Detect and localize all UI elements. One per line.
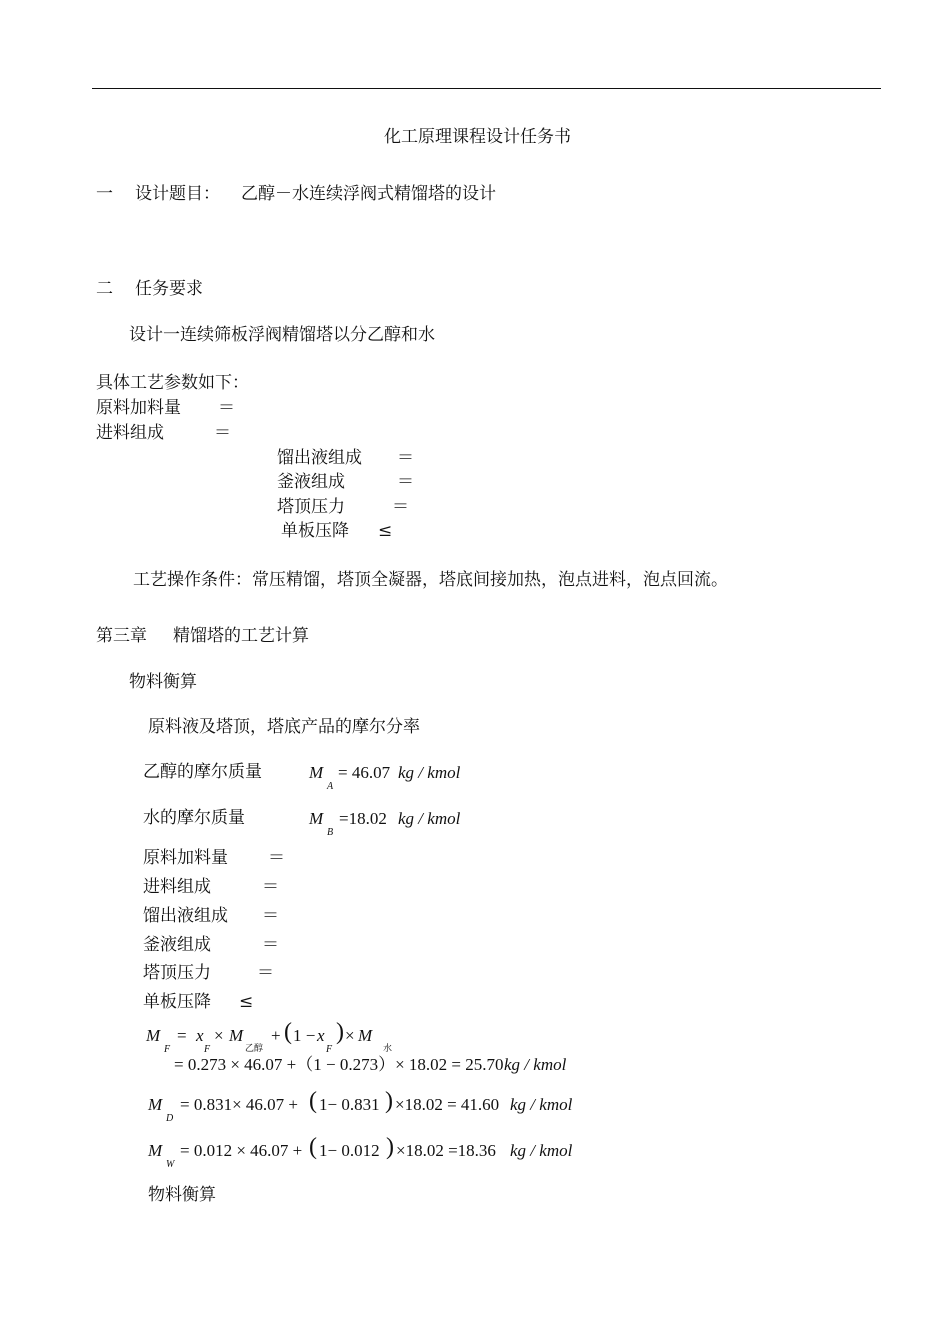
- mf-xf-subscript: F: [204, 1044, 211, 1055]
- mw-part-a: = 0.012 × 46.07 +: [180, 1141, 303, 1160]
- mf-m-water: M: [358, 1026, 373, 1045]
- md-part-a: = 0.831× 46.07 +: [180, 1095, 299, 1114]
- param-distillate-label: 馏出液组成: [277, 448, 362, 468]
- md-part-c: ×18.02 = 41.60: [395, 1095, 500, 1114]
- list-plate-drop-label: 单板压降: [143, 992, 211, 1012]
- md-symbol: M: [148, 1095, 163, 1114]
- list-top-pressure-label: 塔顶压力: [143, 963, 211, 983]
- param-plate-drop-leq: ≤: [378, 521, 393, 541]
- mf-xf-2: x: [317, 1026, 325, 1045]
- mb-unit: kg / kmol: [398, 809, 461, 828]
- param-plate-drop-label: 单板压降: [281, 521, 349, 541]
- section-1-number: 一: [96, 184, 113, 204]
- ma-value: = 46.07: [338, 763, 391, 782]
- mw-subscript: W: [166, 1159, 175, 1170]
- params-heading: 具体工艺参数如下：: [96, 373, 249, 393]
- mb-symbol: M: [309, 809, 324, 828]
- list-bottoms-eq: ＝: [262, 935, 279, 955]
- param-distillate-eq: ＝: [397, 448, 414, 468]
- section-2-number: 二: [96, 279, 113, 299]
- mf-subscript: F: [164, 1044, 171, 1055]
- ethanol-mw-label: 乙醇的摩尔质量: [143, 762, 262, 782]
- operating-conditions: 工艺操作条件：常压精馏，塔顶全凝器，塔底间接加热，泡点进料，泡点回流。: [133, 570, 728, 590]
- list-feed-comp-label: 进料组成: [143, 877, 211, 897]
- list-feed-rate-label: 原料加料量: [143, 848, 228, 868]
- md-subscript: D: [166, 1113, 174, 1124]
- mf-paren-close: ): [336, 1019, 344, 1045]
- page-title: 化工原理课程设计任务书: [384, 127, 571, 147]
- molar-fraction-heading: 原料液及塔顶，塔底产品的摩尔分率: [148, 717, 420, 737]
- mf-times: ×: [214, 1026, 224, 1045]
- mf-plus: +: [271, 1026, 281, 1045]
- param-top-pressure-label: 塔顶压力: [277, 497, 345, 517]
- list-plate-drop-leq: ≤: [239, 992, 254, 1012]
- mw-paren-open: (: [309, 1134, 317, 1160]
- list-top-pressure-eq: ＝: [257, 963, 274, 983]
- section-2-label: 任务要求: [135, 279, 203, 299]
- chapter-3-title: 精馏塔的工艺计算: [173, 626, 309, 646]
- mb-subscript: B: [327, 827, 334, 838]
- mf-ethanol-subscript: 乙醇: [245, 1044, 264, 1054]
- ma-unit: kg / kmol: [398, 763, 461, 782]
- md-paren-close: ): [385, 1088, 393, 1114]
- list-distillate-eq: ＝: [262, 906, 279, 926]
- param-feed-rate-label: 原料加料量: [96, 398, 181, 418]
- param-feed-rate-eq: ＝: [218, 398, 235, 418]
- mw-part-b: 1− 0.012: [319, 1141, 380, 1160]
- mf-eq: =: [177, 1026, 187, 1045]
- mf-paren-open: (: [284, 1019, 292, 1045]
- md-unit: kg / kmol: [510, 1095, 573, 1114]
- list-distillate-label: 馏出液组成: [143, 906, 228, 926]
- list-feed-comp-eq: ＝: [262, 877, 279, 897]
- param-feed-comp-label: 进料组成: [96, 423, 164, 443]
- section-1-label: 设计题目：: [135, 184, 220, 204]
- md-part-b: 1− 0.831: [319, 1095, 380, 1114]
- md-paren-open: (: [309, 1088, 317, 1114]
- mw-part-c: ×18.02 =18.36: [396, 1141, 496, 1160]
- list-bottoms-label: 釜液组成: [143, 935, 211, 955]
- list-feed-rate-eq: ＝: [268, 848, 285, 868]
- mw-unit: kg / kmol: [510, 1141, 573, 1160]
- material-balance-heading-2: 物料衡算: [148, 1185, 216, 1205]
- chapter-3-number: 第三章: [96, 626, 147, 646]
- mf-line2: = 0.273 × 46.07 +（1 − 0.273）× 18.02 = 25.70: [174, 1055, 504, 1074]
- param-bottoms-eq: ＝: [397, 472, 414, 492]
- param-bottoms-label: 釜液组成: [277, 472, 345, 492]
- mf-line2-unit: kg / kmol: [504, 1055, 567, 1074]
- mf-times-2: ×: [345, 1026, 355, 1045]
- water-mw-label: 水的摩尔质量: [143, 808, 245, 828]
- task-description: 设计一连续筛板浮阀精馏塔以分乙醇和水: [129, 325, 435, 345]
- mb-value: =18.02: [339, 809, 387, 828]
- header-rule: [92, 88, 881, 89]
- mw-symbol: M: [148, 1141, 163, 1160]
- mf-symbol: M: [146, 1026, 161, 1045]
- mf-m-ethanol: M: [229, 1026, 244, 1045]
- param-top-pressure-eq: ＝: [392, 497, 409, 517]
- ma-subscript: A: [327, 781, 334, 792]
- material-balance-heading: 物料衡算: [129, 672, 197, 692]
- mf-xf-2-subscript: F: [326, 1044, 333, 1055]
- design-topic: 乙醇－水连续浮阀式精馏塔的设计: [241, 184, 496, 204]
- mf-xf: x: [196, 1026, 204, 1045]
- param-feed-comp-eq: ＝: [214, 423, 231, 443]
- mf-water-subscript: 水: [383, 1044, 393, 1054]
- mf-one-minus: 1 −: [293, 1026, 316, 1045]
- mw-paren-close: ): [386, 1134, 394, 1160]
- ma-symbol: M: [309, 763, 324, 782]
